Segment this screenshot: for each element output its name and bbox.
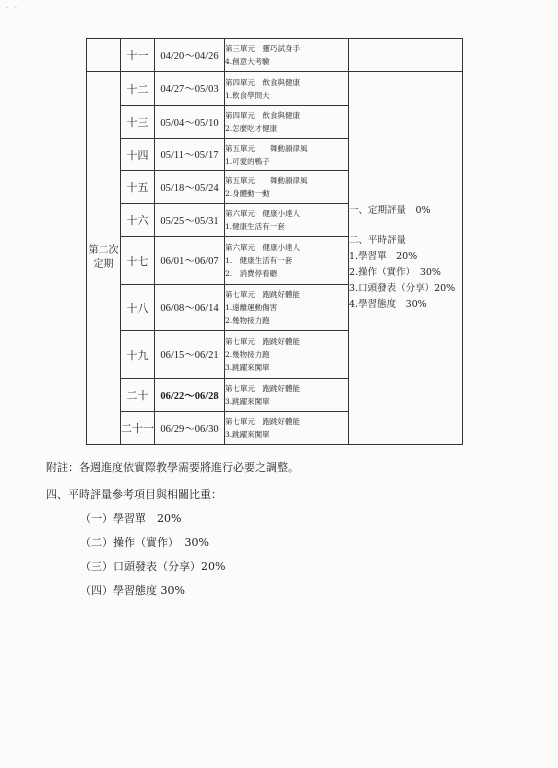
unit-line: 2.幾物接力跑 (225, 350, 270, 359)
assessment-spacer (349, 219, 462, 233)
unit-line: 3.跳躍來闖單 (225, 430, 270, 439)
week-number: 十五 (121, 171, 155, 204)
remark-note: 附註：各週進度依實際教學需要將進行必要之調整。 (46, 461, 299, 474)
unit-content (225, 412, 349, 445)
week-number: 十一 (121, 39, 155, 72)
week-number: 十四 (121, 139, 155, 171)
week-number: 二十一 (121, 412, 155, 445)
unit-line: 第六單元 健康小達人 (225, 243, 300, 252)
week-number: 十六 (121, 204, 155, 237)
unit-content (225, 139, 349, 171)
unit-line: 1.遠離運動傷害 (225, 303, 278, 312)
week-number: 十二 (121, 72, 155, 106)
date-range: 06/22～06/28 (155, 379, 225, 412)
unit-content (225, 331, 349, 379)
unit-content (225, 39, 349, 72)
unit-content (225, 106, 349, 139)
unit-line: 1.健康生活有一套 (225, 222, 285, 231)
unit-content (225, 285, 349, 331)
assessment-cell (349, 72, 463, 445)
unit-line: 第六單元 健康小達人 (225, 209, 300, 218)
unit-line: 2. 消費停看聽 (225, 269, 278, 278)
date-range: 06/29～06/30 (155, 412, 225, 445)
unit-line: 第七單元 跑跳好體能 (225, 290, 300, 299)
schedule-row (87, 39, 463, 72)
unit-line: 2.幾物接力跑 (225, 316, 270, 325)
date-range: 05/04～05/10 (155, 106, 225, 139)
date-range: 05/25～05/31 (155, 204, 225, 237)
schedule-row (87, 72, 463, 106)
unit-line: 第五單元 舞動韻律風 (225, 143, 308, 153)
unit-content (225, 379, 349, 412)
date-range: 05/11～05/17 (155, 139, 225, 171)
unit-line: 2.身體動一動 (225, 189, 270, 198)
assessment-line: 4.學習態度 30% (349, 299, 427, 310)
unit-line: 第三單元 靈巧試身手 (225, 44, 300, 53)
week-number: 十七 (121, 237, 155, 285)
assessment-line: 1.學習單 20% (349, 251, 418, 262)
unit-line: 3.跳躍來闖單 (225, 363, 270, 372)
unit-line: 第四單元 飲食與健康 (225, 77, 300, 87)
weighting-item: （四）學習態度 30% (80, 584, 185, 597)
unit-line: 第七單元 跑跳好體能 (225, 384, 300, 393)
unit-content (225, 204, 349, 237)
week-number: 二十 (121, 379, 155, 412)
unit-line: 3.跳躍來闖單 (225, 397, 270, 406)
unit-content (225, 237, 349, 285)
unit-content (225, 72, 349, 106)
date-range: 06/08～06/14 (155, 285, 225, 331)
assessment-line: 二、平時評量 (349, 235, 407, 246)
unit-line: 第七單元 跑跳好體能 (225, 417, 300, 426)
unit-line: 第七單元 跑跳好體能 (225, 337, 300, 346)
unit-line: 第五單元 舞動韻律風 (225, 176, 308, 185)
date-range: 06/15～06/21 (155, 331, 225, 379)
date-range: 06/01～06/07 (155, 237, 225, 285)
corner-mark: - - (6, 4, 19, 12)
assessment-line: 2.操作（實作） 30% (349, 267, 441, 278)
assessment-line: 一、定期評量 0% (349, 205, 431, 216)
unit-line: 1.飲食學問大 (225, 90, 270, 100)
assessment-cell-empty (349, 39, 463, 72)
date-range: 04/20～04/26 (155, 39, 225, 72)
schedule-table (86, 38, 463, 445)
unit-line: 4.創意大考驗 (225, 57, 270, 66)
unit-line: 第四單元 飲食與健康 (225, 111, 300, 120)
weighting-item: （一）學習單 20% (80, 512, 182, 525)
period-cell-empty (87, 39, 121, 72)
week-number: 十九 (121, 331, 155, 379)
weighting-item: （二）操作（實作） 30% (80, 536, 209, 549)
unit-content (225, 171, 349, 204)
week-number: 十三 (121, 106, 155, 139)
date-range: 04/27～05/03 (155, 72, 225, 106)
unit-line: 1. 健康生活有一套 (225, 256, 293, 265)
date-range: 05/18～05/24 (155, 171, 225, 204)
period-label: 第二次 定期 (87, 72, 121, 445)
section-heading: 四、平時評量參考項目與相關比重： (46, 488, 222, 501)
unit-line: 1.可愛的鴨子 (225, 156, 270, 166)
unit-line: 2.怎麼吃才健康 (225, 124, 278, 133)
notes-block (46, 461, 299, 502)
weighting-list (80, 512, 225, 608)
assessment-line: 3.口頭發表（分享）20% (349, 283, 456, 294)
week-number: 十八 (121, 285, 155, 331)
weighting-item: （三）口頭發表（分享）20% (80, 560, 226, 573)
